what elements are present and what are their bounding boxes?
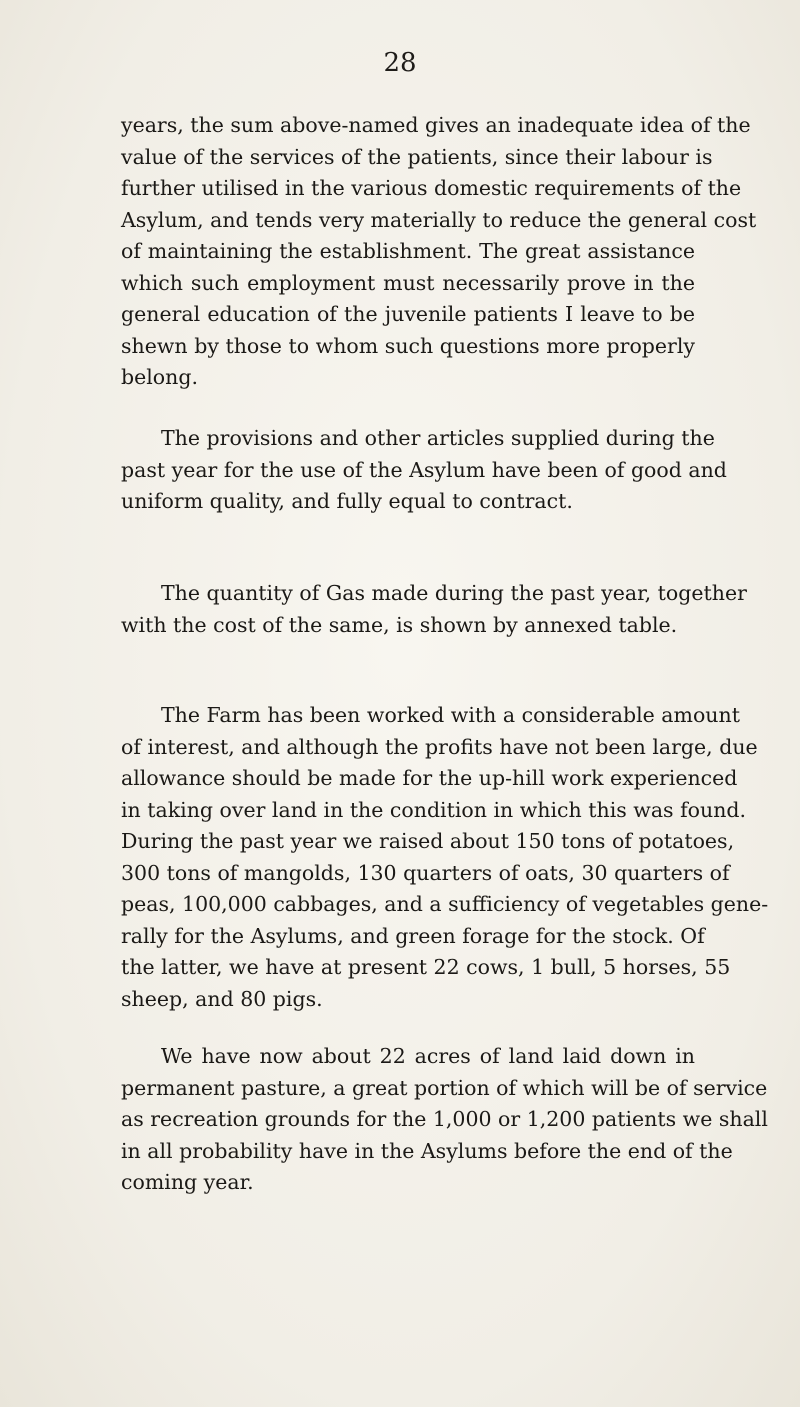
- paragraph-4-line-3: allowance should be made for the up-hill work experienced: [121, 766, 738, 790]
- paragraph-1-line-6: which such employment must necessarily prove in the: [121, 270, 695, 295]
- paragraph-4-line-7: peas, 100,000 cabbages, and a sufficiency of vegetables gene-: [121, 892, 769, 916]
- paragraph-5-line-4: in all probability have in the Asylums before the end of the: [121, 1138, 733, 1163]
- paragraph-4: [121, 700, 769, 1015]
- paragraph-4-line-9: the latter, we have at present 22 cows, 1 bull, 5 horses, 55: [121, 955, 731, 979]
- paragraph-1-line-8: shewn by those to whom such questions more properly: [121, 333, 695, 358]
- paragraph-1-line-4: Asylum, and tends very materially to reduce the general cost: [121, 207, 757, 232]
- paragraph-2-line-3: uniform quality, and fully equal to contract.: [121, 489, 573, 513]
- paragraph-2-line-2: past year for the use of the Asylum have been of good and: [121, 457, 727, 482]
- paragraph-5-line-2: permanent pasture, a great portion of which will be of service: [121, 1075, 768, 1100]
- paragraph-1: [121, 110, 757, 394]
- paragraph-1-line-3: further utilised in the various domestic requirements of the: [121, 176, 742, 200]
- paragraph-1-line-7: general education of the juvenile patients I leave to be: [121, 302, 695, 326]
- paragraph-1-line-9: belong.: [121, 365, 198, 389]
- paragraph-5-line-3: as recreation grounds for the 1,000 or 1,200 patients we shall: [121, 1107, 768, 1131]
- paragraph-5-line-1: We have now about 22 acres of land laid down in: [161, 1044, 695, 1068]
- paragraph-5: [121, 1041, 768, 1199]
- paragraph-4-line-1: The Farm has been worked with a considerable amount: [161, 703, 740, 727]
- paragraph-4-line-8: rally for the Asylums, and green forage for the stock. Of: [121, 923, 705, 948]
- paragraph-2-line-1: The provisions and other articles supplied during the: [161, 426, 715, 450]
- paragraph-4-line-4: in taking over land in the condition in which this was found.: [121, 797, 747, 822]
- paragraph-4-line-2: of interest, and although the profits have not been large, due: [121, 734, 758, 759]
- page-number: 28: [383, 48, 417, 78]
- paragraph-3-line-1: The quantity of Gas made during the past year, together: [161, 581, 747, 605]
- paragraph-5-line-5: coming year.: [121, 1170, 254, 1194]
- paragraph-1-line-1: years, the sum above-named gives an inadequate idea of the: [121, 113, 751, 137]
- paragraph-3-line-2: with the cost of the same, is shown by annexed table.: [121, 612, 678, 637]
- paragraph-4-line-6: 300 tons of mangolds, 130 quarters of oats, 30 quarters of: [121, 860, 730, 885]
- paragraph-4-line-5: During the past year we raised about 150 tons of potatoes,: [121, 829, 735, 853]
- paragraph-1-line-5: of maintaining the establishment. The great assistance: [121, 239, 695, 263]
- paragraph-4-line-10: sheep, and 80 pigs.: [121, 986, 323, 1011]
- paragraph-1-line-2: value of the services of the patients, since their labour is: [121, 144, 713, 169]
- paragraph-2: [121, 423, 727, 518]
- paragraph-3: [121, 578, 747, 641]
